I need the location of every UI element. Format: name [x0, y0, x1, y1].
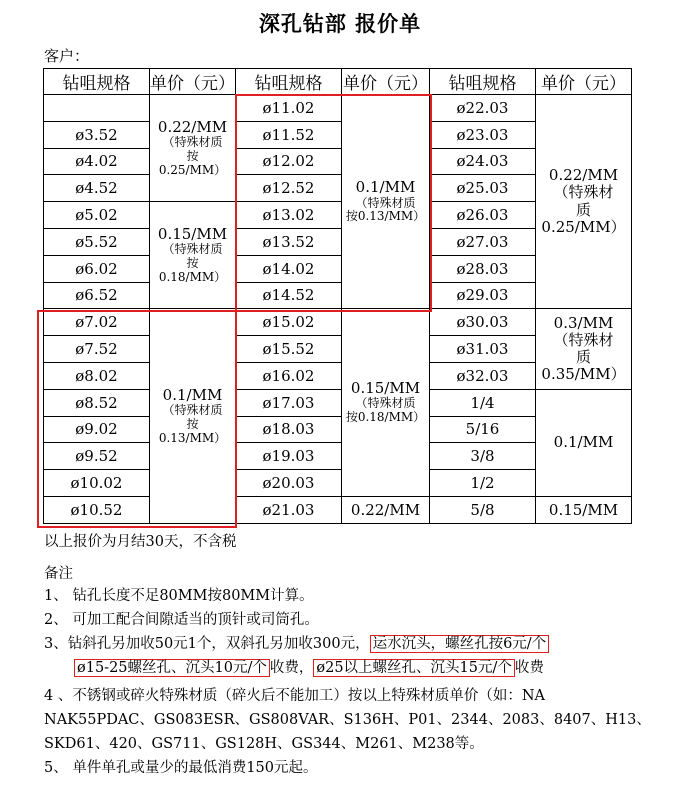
- price-cell: [150, 309, 236, 523]
- size-cell: ø21.03: [236, 496, 342, 523]
- size-cell: ø25.03: [430, 175, 536, 202]
- summary-note: 以上报价为月结30天，不含税: [44, 534, 237, 550]
- price-main: 0.15/MM: [350, 379, 421, 398]
- note-3-highlight: ø15-25螺丝孔、沉头10元/个: [74, 659, 270, 677]
- table-row: [44, 496, 632, 523]
- size-cell: ø11.52: [236, 121, 342, 148]
- size-cell: ø22.03: [430, 95, 536, 122]
- price-cell: 0.15/MM: [536, 496, 632, 523]
- size-cell: ø16.02: [236, 362, 342, 389]
- price-note: （特殊材: [553, 330, 614, 349]
- size-cell: ø31.03: [430, 336, 536, 363]
- size-cell: ø29.03: [430, 282, 536, 309]
- size-cell: ø4.52: [44, 175, 150, 202]
- size-cell: ø8.52: [44, 389, 150, 416]
- note-3: [44, 632, 549, 653]
- price-cell: [150, 202, 236, 309]
- size-cell: ø6.02: [44, 255, 150, 282]
- price-cell: [150, 95, 236, 202]
- size-cell: ø24.03: [430, 148, 536, 175]
- note-3-text: 收费: [514, 660, 544, 676]
- note-3-text: 收费，: [269, 660, 314, 676]
- size-cell: ø13.02: [236, 202, 342, 229]
- size-cell: ø32.03: [430, 362, 536, 389]
- price-main: 0.1/MM: [162, 385, 223, 404]
- price-main: 0.15/MM: [157, 224, 228, 243]
- size-cell: ø6.52: [44, 282, 150, 309]
- note-3-cont: [74, 656, 544, 677]
- price-note: 按: [186, 256, 199, 270]
- size-cell: ø8.02: [44, 362, 150, 389]
- size-cell: ø26.03: [430, 202, 536, 229]
- size-cell: ø15.52: [236, 336, 342, 363]
- size-cell: 1/2: [430, 470, 536, 497]
- size-cell: ø12.02: [236, 148, 342, 175]
- price-note: 质: [575, 200, 591, 219]
- note-3-text: 3、钻斜孔另加收50元1个，双斜孔另加收300元，: [44, 636, 370, 652]
- price-note: 按0.18/MM）: [345, 410, 426, 425]
- price-clip: [536, 315, 631, 384]
- size-cell: ø17.03: [236, 389, 342, 416]
- price-note: 按: [186, 148, 199, 163]
- size-cell: ø7.52: [44, 336, 150, 363]
- size-cell: ø5.02: [44, 202, 150, 229]
- price-note: 0.25/MM）: [541, 217, 626, 236]
- price-main: 0.22/MM: [548, 166, 619, 185]
- price-note: （特殊材质: [162, 402, 223, 417]
- price-note: 0.18/MM）: [158, 269, 227, 284]
- note-3-highlight: ø25以上螺丝孔、沉头15元/个: [313, 659, 515, 677]
- header-cell: 单价（元）: [342, 69, 430, 95]
- size-cell: [44, 95, 150, 122]
- price-note: 0.35/MM）: [541, 365, 626, 384]
- size-cell: ø30.03: [430, 309, 536, 336]
- price-note: 按0.13/MM）: [345, 209, 426, 224]
- size-cell: ø27.03: [430, 228, 536, 255]
- page-title: 深孔钻部 报价单: [258, 11, 422, 36]
- header-cell: 钻咀规格: [430, 69, 536, 95]
- price-note: 0.13/MM）: [158, 430, 227, 445]
- size-cell: ø3.52: [44, 121, 150, 148]
- price-note: （特殊材质: [162, 135, 223, 150]
- price-note: （特殊材: [553, 183, 614, 202]
- price-note: 0.25/MM）: [158, 162, 227, 177]
- note-2: 2、 可加工配合间隙适当的顶针或司筒孔。: [44, 612, 319, 628]
- customer-label: 客户：: [44, 47, 90, 65]
- price-cell: [536, 309, 632, 389]
- table-header-row: [44, 69, 632, 95]
- price-note: 质: [575, 348, 591, 367]
- size-cell: 5/8: [430, 496, 536, 523]
- note-5: 5、 单件单孔或量少的最低消费150元起。: [44, 760, 318, 776]
- table-row: [44, 309, 632, 336]
- price-main: 0.1/MM: [355, 178, 416, 197]
- size-cell: ø23.03: [430, 121, 536, 148]
- size-cell: ø11.02: [236, 95, 342, 122]
- size-cell: 1/4: [430, 389, 536, 416]
- remarks-label: 备注: [44, 566, 73, 582]
- size-cell: 5/16: [430, 416, 536, 443]
- price-cell: [536, 95, 632, 309]
- price-note: （特殊材质: [162, 242, 223, 257]
- size-cell: ø12.52: [236, 175, 342, 202]
- size-cell: ø28.03: [430, 255, 536, 282]
- price-cell: 0.22/MM: [342, 496, 430, 523]
- table-row: [44, 389, 632, 416]
- size-cell: ø10.02: [44, 470, 150, 497]
- note-1: 1、 钻孔长度不足80MM按80MM计算。: [44, 588, 314, 604]
- size-cell: ø15.02: [236, 309, 342, 336]
- note-4: 4 、不锈钢或碎火特殊材质（碎火后不能加工）按以上特殊材质单价（如：NA: [44, 688, 545, 704]
- price-note: （特殊材质: [355, 396, 416, 411]
- price-cell: [342, 309, 430, 497]
- price-note: （特殊材质: [355, 195, 416, 210]
- size-cell: ø18.03: [236, 416, 342, 443]
- size-cell: 3/8: [430, 443, 536, 470]
- size-cell: ø7.02: [44, 309, 150, 336]
- price-cell: [536, 389, 632, 496]
- note-4-materials: NAK55PDAC、GS083ESR、GS808VAR、S136H、P01、2344、2083、8407、H13、: [44, 712, 651, 728]
- size-cell: ø14.02: [236, 255, 342, 282]
- size-cell: ø9.02: [44, 416, 150, 443]
- size-cell: ø20.03: [236, 470, 342, 497]
- size-cell: ø14.52: [236, 282, 342, 309]
- price-note: 按: [186, 416, 199, 431]
- price-main: 0.1/MM: [553, 433, 614, 452]
- header-cell: 钻咀规格: [44, 69, 150, 95]
- header-cell: 钻咀规格: [236, 69, 342, 95]
- price-main: 0.22/MM: [157, 117, 228, 136]
- size-cell: ø9.52: [44, 443, 150, 470]
- note-4-materials: SKD61、420、GS711、GS128H、GS344、M261、M238等。: [44, 736, 484, 752]
- note-3-highlight: 运水沉头，螺丝孔按6元/个: [370, 635, 550, 653]
- price-cell: [342, 95, 430, 309]
- size-cell: ø4.02: [44, 148, 150, 175]
- size-cell: ø19.03: [236, 443, 342, 470]
- table-row: [44, 95, 632, 122]
- header-cell: 单价（元）: [536, 69, 632, 95]
- size-cell: ø10.52: [44, 496, 150, 523]
- price-main: 0.3/MM: [553, 314, 614, 332]
- header-cell: 单价（元）: [150, 69, 236, 95]
- price-table: [43, 68, 632, 524]
- size-cell: ø5.52: [44, 228, 150, 255]
- size-cell: ø13.52: [236, 228, 342, 255]
